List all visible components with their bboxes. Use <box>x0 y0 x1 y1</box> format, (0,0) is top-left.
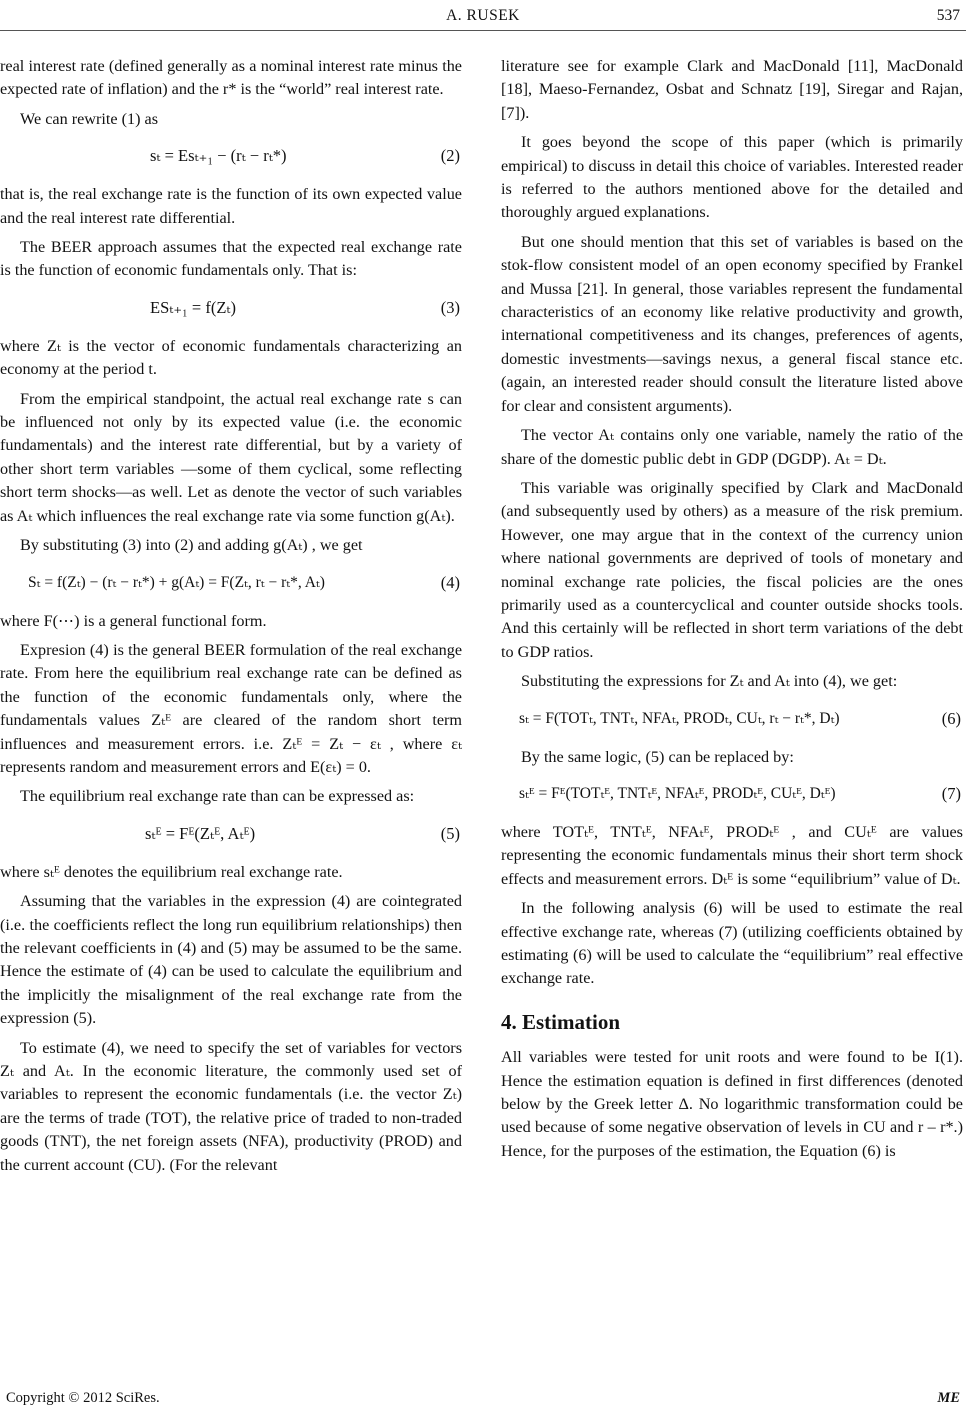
equation-6 <box>501 698 963 742</box>
equation-expression: sₜ = Esₜ₊₁ − (rₜ − rₜ*) <box>150 146 287 166</box>
paragraph: To estimate (4), we need to specify the set of variables for vectors Zₜ and Aₜ. In the economic literature, the commonly used set of variables to represent the economic fundamentals (i.e. the vector Zₜ) are the terms of trade (TOT), the relative price of traded to non-traded goods (TNT), the net foreign assets (NFA), productivity (PROD) and the current account (CU). (For the relevant <box>0 1038 462 1174</box>
paragraph: But one should mention that this set of variables is based on the stok-flow consistent model of an open economy specified by Frankel and Mussa [21]. In general, those variables represent the fundamental characteristics of an economy like relative productivity and growth, international competitiveness and its changes, preferences of agents, domestic investments—savings nexus, a general fiscal stance etc. (again, an interested reader should consult the literature listed above for clear and consistent arguments). <box>501 232 963 415</box>
page-header <box>0 0 966 40</box>
equation-number: (5) <box>440 823 460 843</box>
equation-4 <box>0 562 462 606</box>
equation-expression: sₜ = F(TOTₜ, TNTₜ, NFAₜ, PRODₜ, CUₜ, rₜ − rₜ*, Dₜ) <box>519 709 840 727</box>
paragraph: The equilibrium real exchange rate than can be expressed as: <box>20 787 415 806</box>
equation-expression: sₜᴱ = Fᴱ(TOTₜᴱ, TNTₜᴱ, NFAₜᴱ, PRODₜᴱ, CUₜᴱ, Dₜᴱ) <box>519 784 836 802</box>
equation-expression: sₜᴱ = Fᴱ(Zₜᴱ, Aₜᴱ) <box>145 823 256 843</box>
equation-number: (7) <box>941 783 961 803</box>
equation-number: (2) <box>440 146 460 166</box>
left-column <box>0 55 462 1177</box>
paragraph: In the following analysis (6) will be used to estimate the real effective exchange rate, whereas (7) (utilizing coefficients obtained by estimating (6) will be used to calculate the “equilibrium” real effective exchange rate. <box>501 899 963 988</box>
paragraph: Expresion (4) is the general BEER formulation of the real exchange rate. From here the equilibrium real exchange rate can be defined as the function of the economic fundamentals only, where the fundamentals values Zₜᴱ are cleared of the random short term influences and measurement errors. i.e. Zₜᴱ = Zₜ − εₜ , where εₜ represents random and measurement errors and E(εₜ) = 0. <box>0 640 462 776</box>
paragraph: The vector Aₜ contains only one variable, namely the ratio of the share of the domestic public debt in GDP (DGDP). Aₜ = Dₜ. <box>501 426 963 468</box>
paragraph: All variables were tested for unit roots and were found to be I(1). Hence the estimation equation is defined in first differences (denoted below by the Greek letter Δ. No logarithmic transformation could be used because of some negative observation of levels in CU and r – r*.) Hence, for the purposes of the estimation, the Equation (6) is <box>501 1048 963 1160</box>
equation-5 <box>0 813 462 857</box>
header-rule <box>0 30 966 31</box>
equation-7 <box>501 773 963 817</box>
running-head: A. RUSEK <box>446 7 520 24</box>
equation-number: (3) <box>440 297 460 317</box>
paragraph: where sₜᴱ denotes the equilibrium real exchange rate. <box>0 862 343 881</box>
section-heading: 4. Estimation <box>501 1009 621 1034</box>
equation-3 <box>0 287 462 331</box>
equation-expression: Sₜ = f(Zₜ) − (rₜ − rₜ*) + g(Aₜ) = F(Zₜ, rₜ − rₜ*, Aₜ) <box>28 573 325 591</box>
equation-number: (6) <box>941 708 961 728</box>
paragraph: By substituting (3) into (2) and adding g(Aₜ) , we get <box>20 536 363 555</box>
paragraph: We can rewrite (1) as <box>20 109 159 128</box>
paragraph: where Zₜ is the vector of economic fundamentals characterizing an economy at the period t. <box>0 336 462 379</box>
page-footer <box>0 1384 966 1412</box>
copyright-notice: Copyright © 2012 SciRes. <box>6 1390 160 1406</box>
equation-number: (4) <box>440 572 460 592</box>
paragraph: From the empirical standpoint, the actual real exchange rate s can be influenced not only by its expected value (i.e. the economic fundamentals) and the interest rate differential, but by a variety of other short term variables —some of them cyclical, some reflecting short term shocks—as well. Let as denote the vector of such variables as Aₜ which influences the real exchange rate via some function g(Aₜ). <box>0 389 462 525</box>
right-column <box>501 55 963 1163</box>
paragraph: Substituting the expressions for Zₜ and Aₜ into (4), we get: <box>521 672 898 691</box>
paragraph: that is, the real exchange rate is the function of its own expected value and the real interest rate differential. <box>0 185 462 227</box>
paragraph: The BEER approach assumes that the expected real exchange rate is the function of economic fundamentals only. That is: <box>0 238 462 280</box>
paragraph: where F(⋯) is a general functional form. <box>0 611 267 630</box>
paragraph: literature see for example Clark and MacDonald [11], MacDonald [18], Maeso-Fernandez, Osbat and Schnatz [19], Siregar and Rajan, [7]). <box>501 57 963 122</box>
paragraph: where TOTₜᴱ, TNTₜᴱ, NFAₜᴱ, PRODₜᴱ , and CUₜᴱ are values representing the economic fundamentals minus their short term shock effects and measurement errors. Dₜᴱ is some “equilibrium” value of Dₜ. <box>501 822 963 888</box>
equation-expression: ESₜ₊₁ = f(Zₜ) <box>150 297 236 317</box>
paragraph: It goes beyond the scope of this paper (which is primarily empirical) to discuss in detail this choice of variables. Interested reader is referred to the authors mentioned above for the detailed and thoroughly argued explanations. <box>501 133 963 222</box>
paragraph: This variable was originally specified by Clark and MacDonald (and subsequently used by others) as a measure of the risk premium. However, one may argue that in the context of the currency union where national governments are deprived of tools of monetary and nominal exchange rate policies, the fiscal policies are the ones primarily used as a countercyclical and counter outside shocks tools. And this certainly will be reflected in short term variations of the debt to GDP ratios. <box>501 478 963 661</box>
paragraph: By the same logic, (5) can be replaced by: <box>521 747 794 766</box>
paragraph: real interest rate (defined generally as a nominal interest rate minus the expected rate of inflation) and the r* is the “world” real interest rate. <box>0 57 462 99</box>
journal-abbreviation: ME <box>937 1390 960 1406</box>
page-number: 537 <box>936 7 960 24</box>
paragraph: Assuming that the variables in the expression (4) are cointegrated (i.e. the coefficients reflect the long run equilibrium relationships) then the relevant coefficients in (4) and (5) may be assumed to be the same. Hence the estimate of (4) can be used to calculate the equilibrium and the implicitly the misalignment of the real exchange rate from the expression (5). <box>0 892 462 1028</box>
equation-2 <box>0 135 462 179</box>
